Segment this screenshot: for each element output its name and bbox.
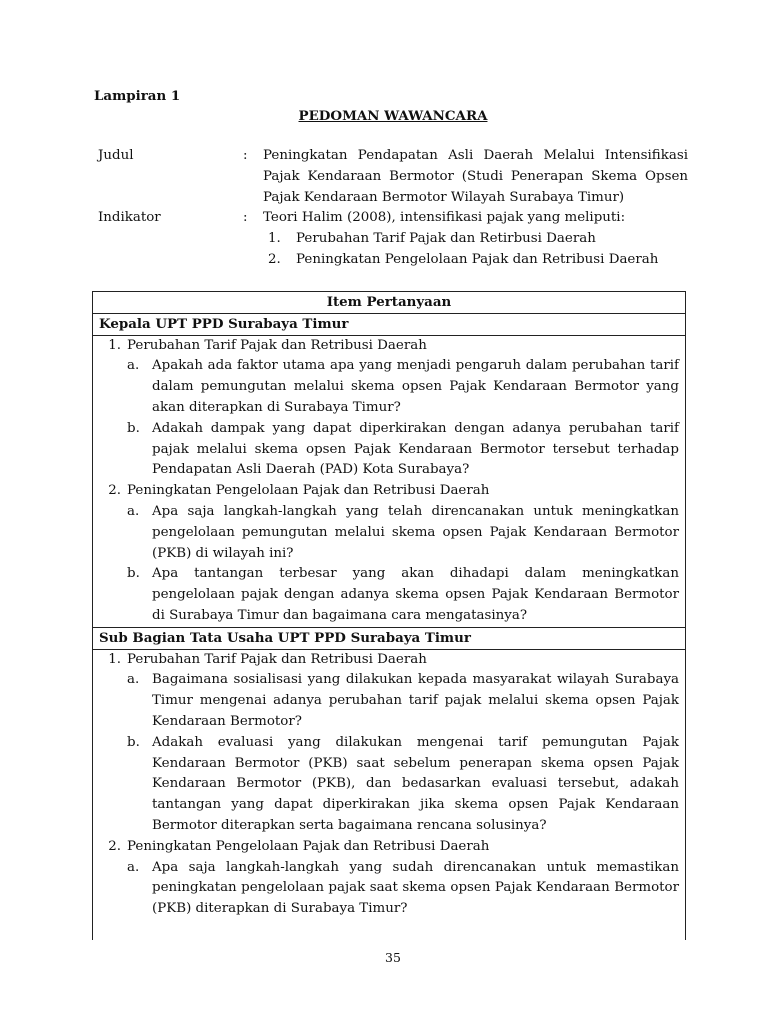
group-title: Perubahan Tarif Pajak dan Retribusi Daerah: [127, 337, 427, 353]
question: [127, 419, 679, 481]
question-group: [99, 336, 679, 357]
list-text: Peningkatan Pengelolaan Pajak dan Retribusi Daerah: [296, 251, 659, 267]
page-title: PEDOMAN WAWANCARA: [298, 108, 488, 124]
question-text: Apakah ada faktor utama apa yang menjadi pengaruh dalam perubahan tarif dalam pemungutan melalui skema opsen Pajak Kendaraan Bermotor yang akan diterapkan di Surabaya Timur?: [152, 358, 679, 415]
page-number: 35: [385, 950, 401, 965]
group-title: Peningkatan Pengelolaan Pajak dan Retribusi Daerah: [127, 483, 490, 499]
question: [127, 356, 679, 418]
question: [127, 858, 679, 920]
question-letter: b.: [127, 734, 140, 750]
question-text: Apa tantangan terbesar yang akan dihadapi dalam meningkatkan pengelolaan pajak dengan adanya skema opsen Pajak Kendaraan Bermotor di Surabaya Timur dan bagaimana cara mengatasinya?: [152, 566, 679, 623]
question: [127, 502, 679, 564]
question-letter: b.: [127, 420, 140, 436]
question-letter: a.: [127, 503, 140, 519]
question-text: Apa saja langkah-langkah yang telah direncanakan untuk meningkatkan pengelolaan pemungutan melalui skema opsen Pajak Kendaraan Bermotor (PKB) di wilayah ini?: [152, 503, 679, 561]
colon: :: [243, 148, 248, 163]
question-group: [99, 650, 679, 671]
question-text: Adakah dampak yang dapat diperkirakan dengan adanya perubahan tarif pajak melalui skema opsen Pajak Kendaraan Bermotor tersebut terhadap Pendapatan Asli Daerah (PAD) Kota Surabaya?: [152, 420, 679, 478]
question: [127, 670, 679, 732]
judul-label: Judul: [98, 148, 134, 163]
question-text: Bagaimana sosialisasi yang dilakukan kepada masyarakat wilayah Surabaya Timur mengenai adanya perubahan tarif pajak melalui skema opsen Pajak Kendaraan Bermotor?: [152, 672, 679, 729]
table-header: Item Pertanyaan: [93, 292, 686, 314]
question-group: [99, 837, 679, 858]
colon: :: [243, 210, 248, 225]
appendix-label: Lampiran 1: [94, 88, 181, 104]
question-group: [99, 481, 679, 502]
list-text: Perubahan Tarif Pajak dan Retirbusi Daerah: [296, 230, 596, 246]
list-number: 2.: [268, 251, 281, 267]
judul-value: Peningkatan Pendapatan Asli Daerah Melalui Intensifikasi Pajak Kendaraan Bermotor (Studi Penerapan Skema Opsen Pajak Kendaraan Bermotor Wilayah Surabaya Timur): [263, 148, 688, 205]
group-number: 1.: [108, 337, 121, 353]
question-letter: a.: [127, 859, 140, 875]
group-number: 2.: [108, 483, 121, 499]
question: [127, 564, 679, 626]
question-letter: a.: [127, 358, 140, 374]
group-number: 2.: [108, 838, 121, 854]
indikator-label: Indikator: [98, 210, 161, 225]
group-title: Perubahan Tarif Pajak dan Retribusi Daerah: [127, 651, 427, 667]
list-item: [263, 229, 688, 250]
section-body: [93, 335, 686, 627]
indikator-list: [263, 229, 688, 271]
question-letter: b.: [127, 566, 140, 582]
indikator-intro: Teori Halim (2008), intensifikasi pajak yang meliputi:: [263, 210, 626, 225]
indikator-row: [98, 208, 688, 270]
list-item: [263, 250, 688, 271]
question: [127, 733, 679, 837]
question-letter: a.: [127, 672, 140, 688]
judul-row: [98, 146, 688, 208]
section-title: Kepala UPT PPD Surabaya Timur: [93, 313, 686, 335]
question-table: [92, 291, 686, 940]
list-number: 1.: [268, 230, 281, 246]
group-number: 1.: [108, 651, 121, 667]
group-title: Peningkatan Pengelolaan Pajak dan Retribusi Daerah: [127, 838, 490, 854]
question-text: Apa saja langkah-langkah yang sudah direncanakan untuk memastikan peningkatan pengelolaan pajak saat skema opsen Pajak Kendaraan Bermotor (PKB) diterapkan di Surabaya Timur?: [152, 859, 679, 917]
section-body: [93, 649, 686, 940]
section-title: Sub Bagian Tata Usaha UPT PPD Surabaya Timur: [93, 627, 686, 649]
question-text: Adakah evaluasi yang dilakukan mengenai tarif pemungutan Pajak Kendaraan Bermotor (PKB) saat sebelum penerapan skema opsen Pajak Kendaraan Bermotor (PKB), dan bedasarkan evaluasi tersebut, adakah tantangan yang dapat diperkirakan jika skema opsen Pajak Kendaraan Bermotor diterapkan serta bagaimana rencana solusinya?: [152, 734, 679, 833]
